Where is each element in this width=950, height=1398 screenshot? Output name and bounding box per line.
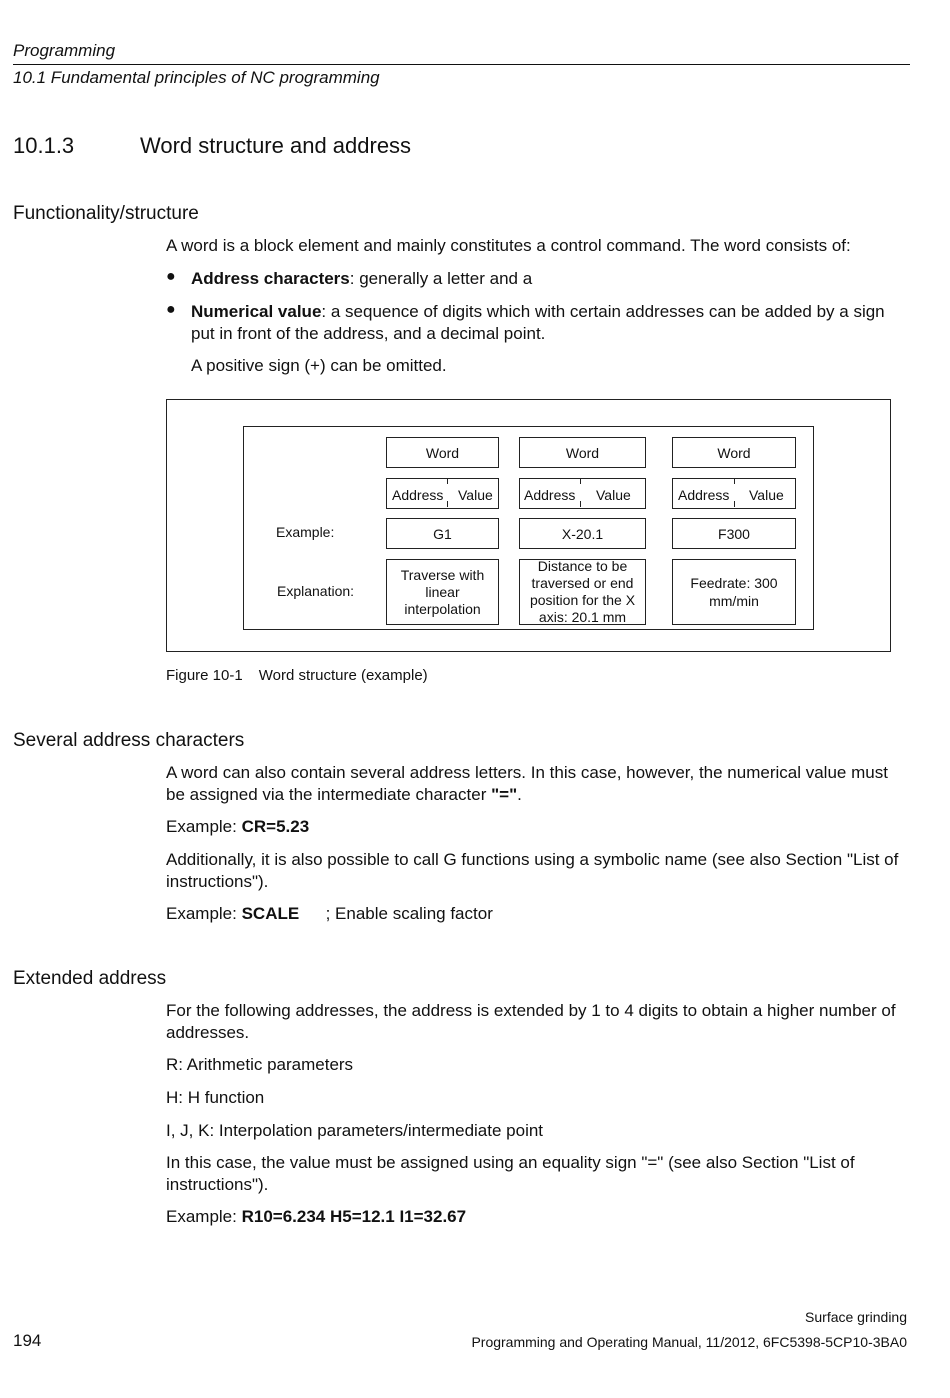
running-header-section: 10.1 Fundamental principles of NC programming xyxy=(13,68,380,87)
address-label: Address xyxy=(392,487,444,503)
bullet-numerical-value xyxy=(191,301,902,345)
example-scale xyxy=(166,903,902,925)
para-text: A word can also contain several address letters. In this case, however, the numerical value must be assigned via the intermediate character xyxy=(166,763,888,804)
figure-number: Figure 10-1 xyxy=(166,667,243,684)
example-label: Example: xyxy=(166,1207,242,1226)
example-value: F300 xyxy=(718,525,750,542)
explanation-box xyxy=(519,559,646,625)
bullet-marker: ● xyxy=(166,268,176,285)
explanation-text: Feedrate: 300 mm/min xyxy=(690,575,778,609)
example-comment: ; Enable scaling factor xyxy=(325,904,493,923)
divider-tick xyxy=(447,501,448,507)
symbolic-name-para: Additionally, it is also possible to call G functions using a symbolic name (see also Section "List of instructions"). xyxy=(166,850,899,891)
several-address-heading: Several address characters xyxy=(13,730,245,751)
positive-sign-note: A positive sign (+) can be omitted. xyxy=(191,356,447,375)
r-line: R: Arithmetic parameters xyxy=(166,1055,354,1074)
explanation-row-label: Explanation: xyxy=(277,583,355,599)
example-box xyxy=(519,518,646,549)
example-cr xyxy=(166,816,902,838)
divider-tick xyxy=(580,501,581,507)
example-code: R10=6.234 H5=12.1 I1=32.67 xyxy=(241,1207,467,1226)
explanation-box xyxy=(386,559,499,625)
value-label: Value xyxy=(458,487,493,503)
footer-product: Surface grinding xyxy=(805,1309,907,1325)
extended-address-heading: Extended address xyxy=(13,968,167,989)
section-title: Word structure and address xyxy=(140,133,412,158)
functionality-heading: Functionality/structure xyxy=(13,203,199,224)
example-value: X-20.1 xyxy=(561,525,604,542)
divider-tick xyxy=(734,478,735,484)
example-value: G1 xyxy=(433,525,452,542)
example-label: Example: xyxy=(166,817,242,836)
h-line: H: H function xyxy=(166,1088,265,1107)
extended-address-para: For the following addresses, the address is extended by 1 to 4 digits to obtain a higher number of addresses. xyxy=(166,1001,896,1042)
figure-caption xyxy=(166,667,428,684)
section-number: 10.1.3 xyxy=(13,133,75,158)
bullet-text: : a sequence of digits which with certain addresses can be added by a sign put in front of the address, and a decimal point. xyxy=(191,302,885,343)
bullet-term: Numerical value xyxy=(191,302,322,321)
example-code: CR=5.23 xyxy=(241,817,310,836)
figure-caption-text: Word structure (example) xyxy=(258,667,428,684)
explanation-text: Traverse with linear interpolation xyxy=(400,566,485,617)
several-address-para xyxy=(166,762,902,806)
bullet-term: Address characters xyxy=(191,269,350,288)
bullet-marker: ● xyxy=(166,301,176,318)
word-box xyxy=(519,437,646,468)
explanation-box xyxy=(672,559,796,625)
value-label: Value xyxy=(749,487,784,503)
word-label: Word xyxy=(717,444,751,461)
para-end: . xyxy=(517,785,522,804)
example-label: Example: xyxy=(166,904,242,923)
address-label: Address xyxy=(678,487,730,503)
running-header-chapter: Programming xyxy=(13,41,116,60)
word-label: Word xyxy=(425,444,460,461)
word-box xyxy=(672,437,796,468)
ijk-line: I, J, K: Interpolation parameters/intermediate point xyxy=(166,1121,544,1140)
divider-tick xyxy=(580,478,581,484)
divider-tick xyxy=(734,501,735,507)
example-code: SCALE xyxy=(241,904,300,923)
divider-tick xyxy=(447,478,448,484)
header-rule xyxy=(13,64,910,65)
example-extended xyxy=(166,1206,902,1228)
example-box xyxy=(386,518,499,549)
footer-manual: Programming and Operating Manual, 11/2012, 6FC5398-5CP10-3BA0 xyxy=(471,1334,907,1350)
example-box xyxy=(672,518,796,549)
bullet-address-characters xyxy=(191,268,902,290)
page-number: 194 xyxy=(13,1331,42,1350)
explanation-text: Distance to be traversed or end position for the X axis: 20.1 mm xyxy=(529,558,636,625)
word-box xyxy=(386,437,499,468)
value-label: Value xyxy=(596,487,631,503)
example-row-label: Example: xyxy=(276,524,335,540)
bullet-text: : generally a letter and a xyxy=(349,269,533,288)
word-label: Word xyxy=(565,444,600,461)
address-label: Address xyxy=(524,487,576,503)
equality-sign-para: In this case, the value must be assigned using an equality sign "=" (see also Section "List of instructions"). xyxy=(166,1153,855,1194)
equal-sign-char: "=" xyxy=(491,785,518,804)
functionality-intro: A word is a block element and mainly constitutes a control command. The word consists of: xyxy=(166,236,851,255)
